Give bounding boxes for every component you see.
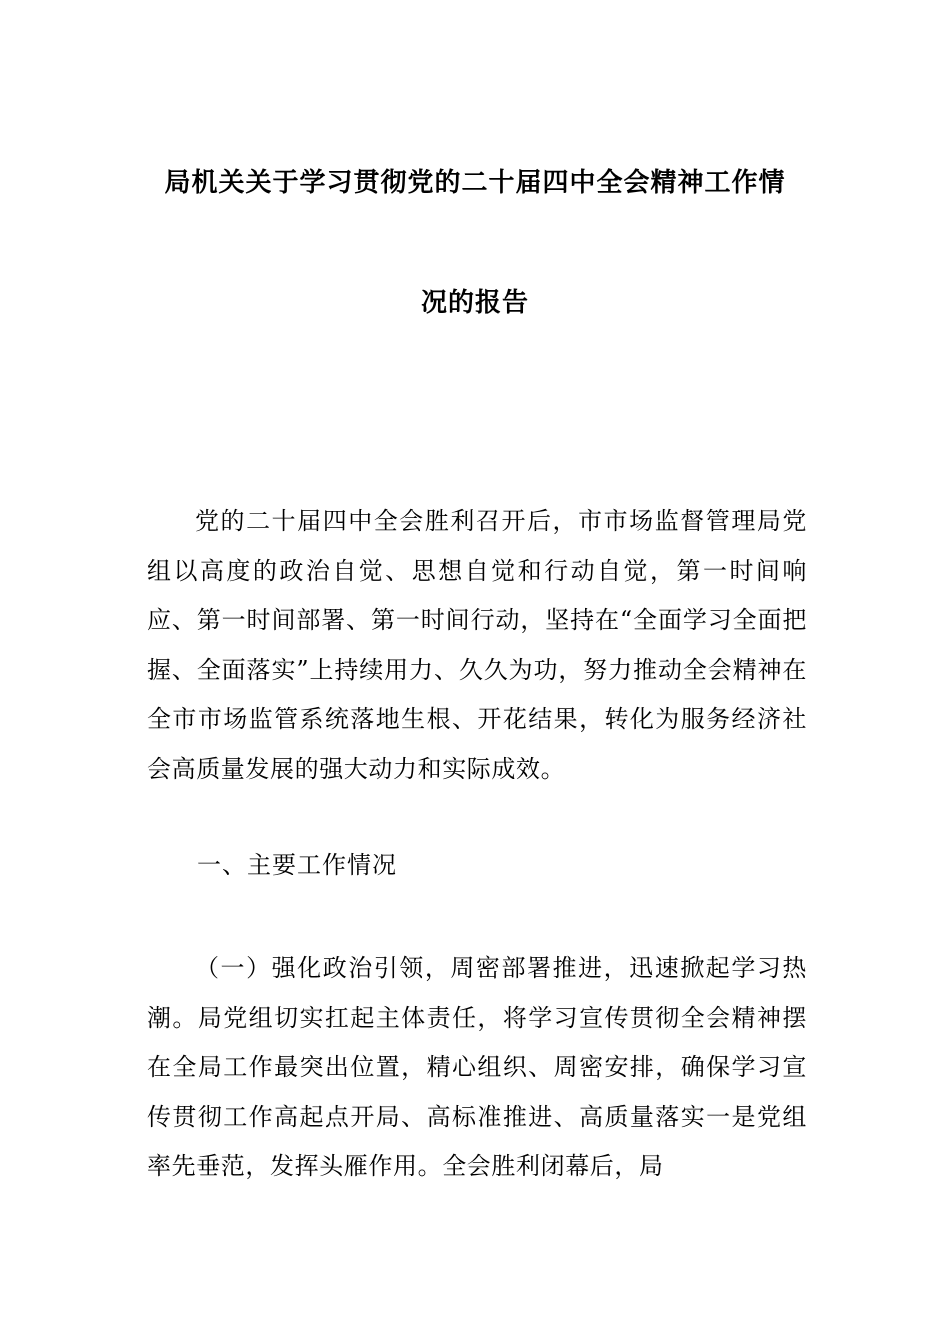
document-title-line-1: 局机关关于学习贯彻党的二十届四中全会精神工作情 bbox=[164, 168, 786, 198]
subsection-paragraph: （一）强化政治引领，周密部署推进，迅速掀起学习热潮。局党组切实扛起主体责任，将学习宣传贯彻全会精神摆在全局工作最突出位置，精心组织、周密安排，确保学习宣传贯彻工作高起点开局、高标准推进、高质量落实一是党组率先垂范，发挥头雁作用。全会胜利闭幕后，局 bbox=[147, 954, 807, 1180]
document-title-line-2: 况的报告 bbox=[420, 288, 529, 318]
intro-paragraph: 党的二十届四中全会胜利召开后，市市场监督管理局党组以高度的政治自觉、思想自觉和行动自觉，第一时间响应、第一时间部署、第一时间行动，坚持在“全面学习全面把握、全面落实”上持续用力、久久为功，努力推动全会精神在全市市场监管系统落地生根、开花结果，转化为服务经济社会高质量发展的强大动力和实际成效。 bbox=[147, 507, 807, 783]
section-heading: 一、主要工作情况 bbox=[197, 851, 397, 879]
